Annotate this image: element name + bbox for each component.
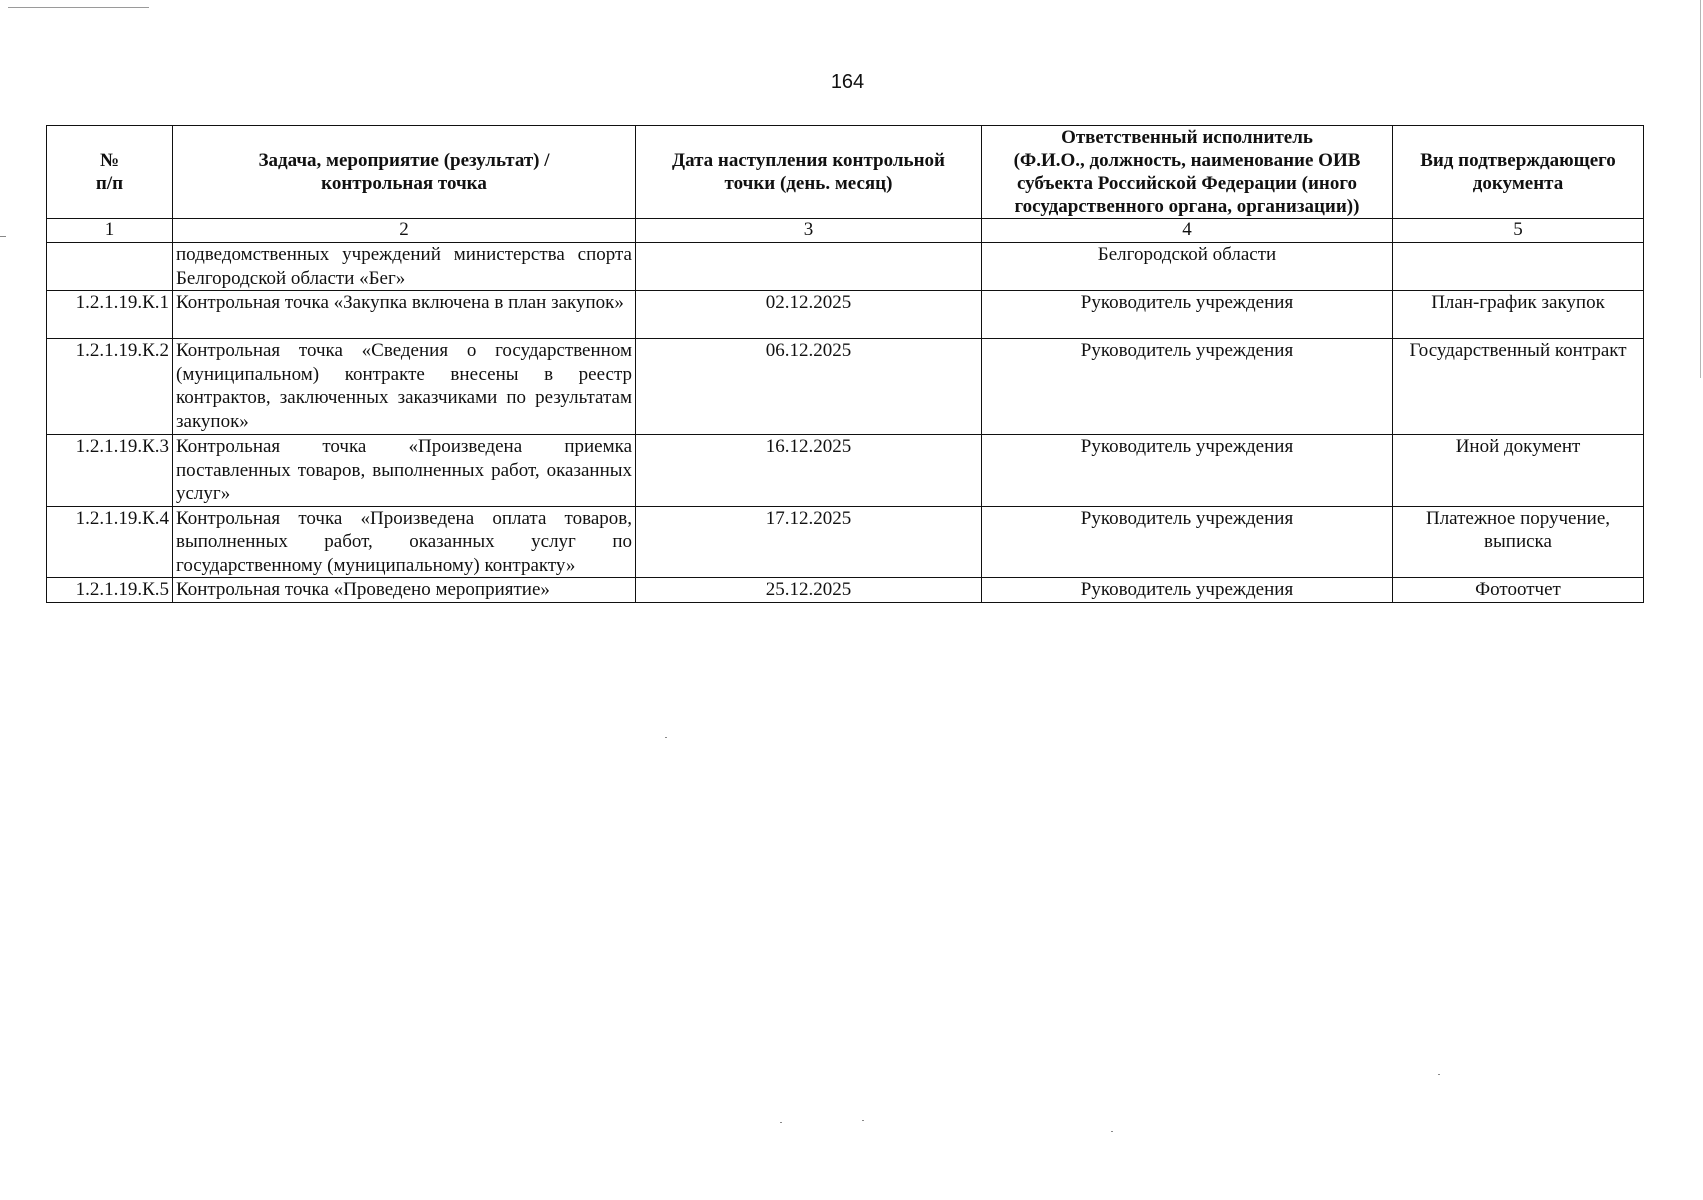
row-responsible: Руководитель учреждения	[982, 291, 1393, 339]
row-date: 16.12.2025	[636, 435, 982, 507]
header-responsible-label: Ответственный исполнитель (Ф.И.О., должность, наименование ОИВ субъекта Российской Федерации (иного государственного органа, организации))	[1013, 127, 1361, 217]
header-task	[173, 126, 636, 219]
row-date	[636, 243, 982, 291]
row-doc-type: Государственный контракт	[1393, 339, 1644, 435]
header-num	[47, 126, 173, 219]
header-doc-type-label: Вид подтверждающего документа	[1420, 150, 1616, 194]
row-doc-type	[1393, 243, 1644, 291]
scan-speck	[1438, 1074, 1440, 1075]
row-doc-type: Иной документ	[1393, 435, 1644, 507]
row-task: Контрольная точка «Произведена оплата товаров, выполненных работ, оказанных услуг по государственному (муниципальному) контракту»	[173, 506, 636, 578]
row-task: Контрольная точка «Закупка включена в план закупок»	[173, 291, 636, 339]
row-responsible: Руководитель учреждения	[982, 506, 1393, 578]
row-doc-type: Фотоотчет	[1393, 578, 1644, 603]
column-number: 1	[47, 219, 173, 243]
row-number: 1.2.1.19.К.1	[47, 291, 173, 339]
row-task: Контрольная точка «Произведена приемка поставленных товаров, выполненных работ, оказанных услуг»	[173, 435, 636, 507]
row-number: 1.2.1.19.К.5	[47, 578, 173, 603]
table-row	[47, 291, 1644, 339]
table-row	[47, 243, 1644, 291]
row-task: подведомственных учреждений министерства спорта Белгородской области «Бег»	[173, 243, 636, 291]
header-task-label: Задача, мероприятие (результат) / контрольная точка	[258, 150, 550, 194]
page-edge-line	[1700, 0, 1701, 378]
column-number: 3	[636, 219, 982, 243]
row-number: 1.2.1.19.К.3	[47, 435, 173, 507]
header-responsible	[982, 126, 1393, 219]
top-left-rule	[8, 7, 149, 8]
row-responsible: Руководитель учреждения	[982, 339, 1393, 435]
scan-speck	[862, 1120, 864, 1121]
header-num-label: № п/п	[95, 150, 124, 194]
row-date: 06.12.2025	[636, 339, 982, 435]
row-date: 17.12.2025	[636, 506, 982, 578]
row-responsible: Руководитель учреждения	[982, 578, 1393, 603]
table-row	[47, 435, 1644, 507]
header-doc-type	[1393, 126, 1644, 219]
plan-table	[46, 125, 1644, 603]
row-doc-type: Платежное поручение, выписка	[1393, 506, 1644, 578]
table-header-row	[47, 126, 1644, 219]
margin-tick	[0, 236, 6, 237]
table-row	[47, 506, 1644, 578]
scan-speck	[780, 1122, 782, 1123]
row-date: 02.12.2025	[636, 291, 982, 339]
row-responsible: Руководитель учреждения	[982, 435, 1393, 507]
table-row	[47, 339, 1644, 435]
row-number	[47, 243, 173, 291]
row-number: 1.2.1.19.К.2	[47, 339, 173, 435]
table-row	[47, 578, 1644, 603]
row-number: 1.2.1.19.К.4	[47, 506, 173, 578]
column-number: 4	[982, 219, 1393, 243]
column-number: 5	[1393, 219, 1644, 243]
column-number: 2	[173, 219, 636, 243]
scan-speck	[1111, 1131, 1113, 1132]
row-task: Контрольная точка «Проведено мероприятие»	[173, 578, 636, 603]
row-date: 25.12.2025	[636, 578, 982, 603]
row-task: Контрольная точка «Сведения о государственном (муниципальном) контракте внесены в реестр контрактов, заключенных заказчиками по результатам закупок»	[173, 339, 636, 435]
header-date	[636, 126, 982, 219]
header-date-label: Дата наступления контрольной точки (день. месяц)	[672, 150, 945, 194]
scan-speck	[665, 737, 667, 738]
column-number-row	[47, 219, 1644, 243]
row-doc-type: План-график закупок	[1393, 291, 1644, 339]
page-number: 164	[830, 71, 865, 93]
row-responsible: Белгородской области	[982, 243, 1393, 291]
